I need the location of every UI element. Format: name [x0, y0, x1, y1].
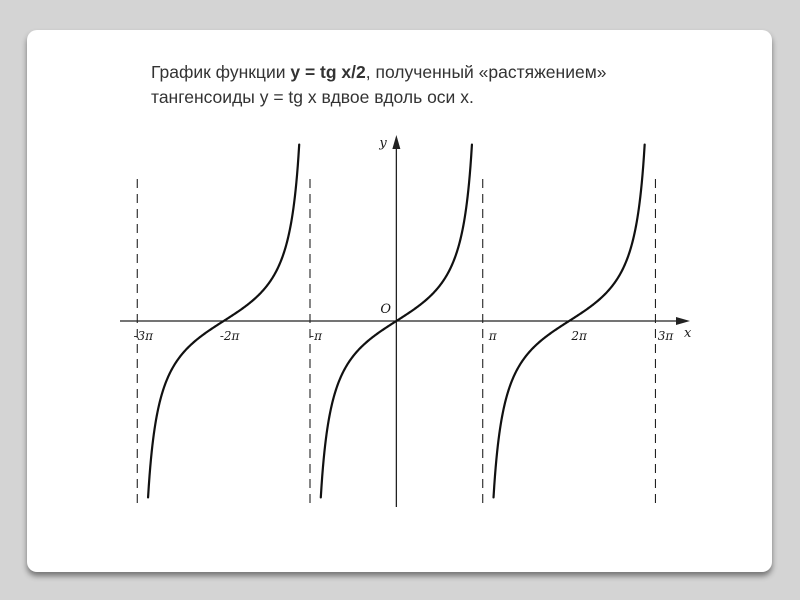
x-tick-labels [133, 329, 674, 343]
slide-caption [151, 60, 751, 110]
x-tick-label: 3π [657, 329, 674, 343]
x-tick-label: -π [310, 329, 322, 343]
y-axis-label: y [379, 136, 387, 151]
caption-formula: y = tg x/2 [290, 62, 366, 82]
x-tick-label: -3π [133, 329, 154, 343]
caption-line2: тангенсоиды y = tg x вдвое вдоль оси x. [151, 87, 474, 107]
x-tick-label: 2π [571, 329, 587, 343]
caption-line1-suffix: , полученный «растяжением» [365, 62, 607, 82]
x-axis-arrow [676, 317, 690, 325]
caption-line1-prefix: График функции [151, 62, 291, 82]
x-tick-label: -2π [219, 329, 240, 343]
x-tick-label: π [488, 329, 497, 343]
x-axis-label: x [684, 326, 692, 341]
origin-label: O [380, 302, 392, 317]
y-axis-arrow [392, 135, 400, 149]
tangent-chart [120, 135, 690, 507]
axes [120, 135, 690, 507]
